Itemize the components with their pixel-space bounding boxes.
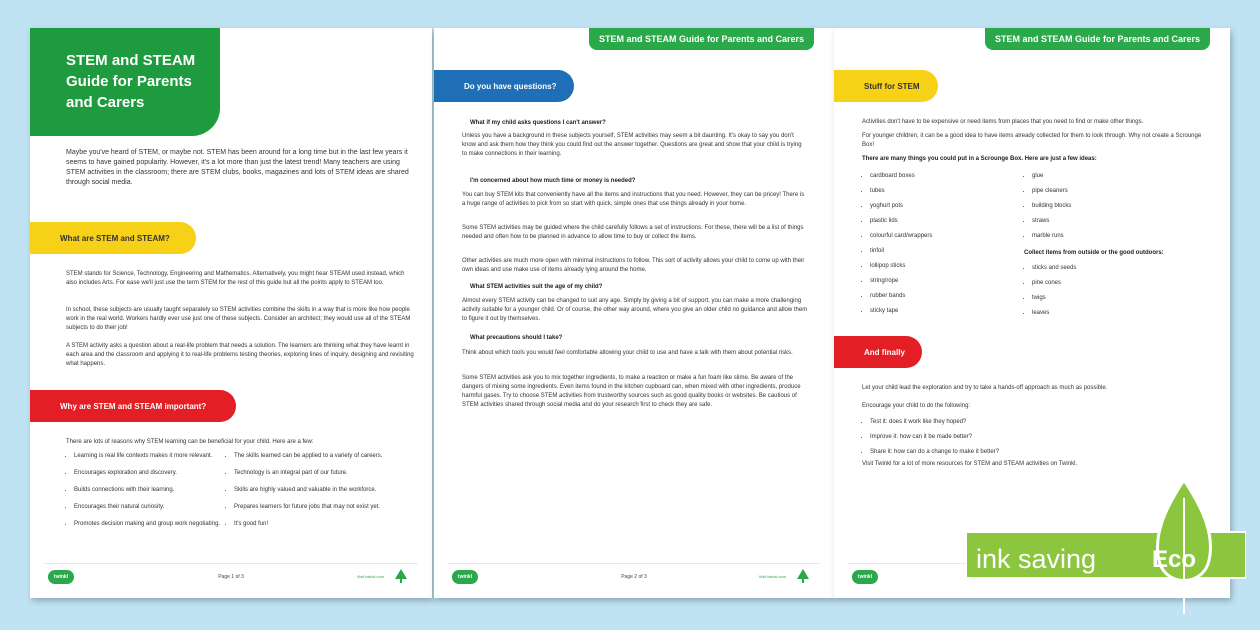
outdoor-heading: Collect items from outside or the good outdoors: xyxy=(1024,250,1164,256)
outdoor-list xyxy=(1024,264,1212,324)
page-footer xyxy=(44,563,418,588)
twinkl-logo: twinkl xyxy=(48,570,74,584)
paragraph: Visit Twinkl for a lot of more resources for STEM and STEAM activities on Twinkl. xyxy=(862,461,1078,467)
paragraph: Let your child lead the exploration and try to take a hands-off approach as much as possible. xyxy=(862,385,1108,391)
twinkl-logo: twinkl xyxy=(452,570,478,584)
scrounge-list-left xyxy=(862,172,1020,322)
section-heading-questions: Do you have questions? xyxy=(434,70,574,102)
reasons-list-right xyxy=(226,452,394,537)
list-item: • Encourages their natural curiosity. xyxy=(74,503,224,511)
section-heading-what: What are STEM and STEAM? xyxy=(30,222,196,254)
list-item: • leaves xyxy=(1032,309,1212,317)
list-item: • sticky tape xyxy=(870,307,1020,315)
list-item: • colourful card/wrappers xyxy=(870,232,1020,240)
scrounge-list-right xyxy=(1024,172,1212,247)
list-item: • Promotes decision making and group work negotiating. xyxy=(74,520,224,528)
list-item: • marble runs xyxy=(1032,232,1212,240)
document-page-1 xyxy=(30,28,432,598)
list-item: • sticks and seeds xyxy=(1032,264,1212,272)
section-heading-finally: And finally xyxy=(834,336,922,368)
list-item: • string/rope xyxy=(870,277,1020,285)
header-bar: STEM and STEAM Guide for Parents and Carers xyxy=(985,28,1210,50)
paragraph: Some STEM activities may be guided where the child carefully follows a set of instructions. For these, there will be a list of things needed and often how to be planned in advance to allow time to buy or collect the items. xyxy=(462,225,804,240)
paragraph: You can buy STEM kits that conveniently have all the items and instructions that you need. However, they can be pricey! There is a huge range of activities to pick from so start with quick, simple ones that use things already in your home. xyxy=(462,192,805,207)
list-item: • tinfoil xyxy=(870,247,1020,255)
list-item: • pine cones xyxy=(1032,279,1212,287)
tree-badge-icon xyxy=(392,568,410,586)
paragraph: There are many things you could put in a Scrounge Box. Here are just a few ideas: xyxy=(862,156,1097,162)
list-item: • glue xyxy=(1032,172,1212,180)
list-item: • cardboard boxes xyxy=(870,172,1020,180)
list-item: • Improve it: how can it be made better? xyxy=(870,433,1170,441)
paragraph: STEM stands for Science, Technology, Engineering and Mathematics. Alternatively, you might hear STEAM used instead, which also includes Arts. For ease we'll just use the term STEM for the rest of this guide but all the points apply to STEAM too. xyxy=(66,271,405,286)
list-item: • lollipop sticks xyxy=(870,262,1020,270)
reasons-list-left xyxy=(66,452,224,537)
list-item: • Share it: how can do a change to make it better? xyxy=(870,448,1170,456)
list-item: • twigs xyxy=(1032,294,1212,302)
list-item: • Encourages exploration and discovery. xyxy=(74,469,224,477)
question: What precautions should I take? xyxy=(470,335,563,341)
section-heading-why: Why are STEM and STEAM important? xyxy=(30,390,236,422)
paragraph: For younger children, it can be a good idea to have items already collected for them to look through. Why not create a Scrounge Box! xyxy=(862,133,1202,148)
page-number: Page 2 of 3 xyxy=(621,574,647,580)
section-heading-stuff: Stuff for STEM xyxy=(834,70,938,102)
intro-paragraph: Maybe you've heard of STEM, or maybe not. STEM has been around for a long time but in the last few years it seems to have gained popularity. However, it's a lot more than just the latest trend! Many teachers are using STEM activities in the classroom; there are STEM clubs, books, magazines and lots of STEM ideas are shared through social media. xyxy=(66,149,409,186)
question: What STEM activities suit the age of my child? xyxy=(470,284,603,290)
list-item: • Skills are highly valued and valuable in the workforce. xyxy=(234,486,394,494)
ink-saving-eco-badge xyxy=(966,480,1246,614)
list-item: • Learning is real life contexts makes it more relevant. xyxy=(74,452,224,460)
list-item: • tubes xyxy=(870,187,1020,195)
paragraph: In school, these subjects are usually taught separately so STEM activities combine the skills in a way that is more like how people work in the real world. Workers hardly ever use just one of these subjects. Consider an architect; they would use all of the STEAM subjects to do their job! xyxy=(66,307,411,331)
list-item: • rubber bands xyxy=(870,292,1020,300)
page-title: STEM and STEAM Guide for Parents and Carers xyxy=(30,28,220,136)
visit-link[interactable]: Visit twinkl.com xyxy=(356,574,384,579)
page-footer xyxy=(448,563,820,588)
list-item: • The skills learned can be applied to a variety of careers. xyxy=(234,452,394,460)
header-bar: STEM and STEAM Guide for Parents and Carers xyxy=(589,28,814,50)
paragraph: Encourage your child to do the following: xyxy=(862,403,971,409)
eco-label: Eco xyxy=(1152,546,1197,573)
visit-link[interactable]: Visit twinkl.com xyxy=(758,574,786,579)
paragraph: Other activities are much more open with minimal instructions to follow. This sort of activity allows your child to come up with their own ideas and use make use of items already lying around the home. xyxy=(462,258,805,273)
twinkl-logo: twinkl xyxy=(852,570,878,584)
paragraph: Almost every STEM activity can be changed to suit any age. Simply by giving a bit of support, you can make a more challenging activity suitable for a younger child. Or of course, the other way around, where you give an older child no guidance and allow them to figure it out by themselves. xyxy=(462,298,808,322)
list-item: • building blocks xyxy=(1032,202,1212,210)
paragraph: A STEM activity asks a question about a real-life problem that needs a solution. The learners are thinking what they have learnt in each area and the classroom and applying it to real-life problems testing theories, exploring lines of inquiry, designing and revisiting what happens. xyxy=(66,343,414,367)
question: I'm concerned about how much time or money is needed? xyxy=(470,178,636,184)
list-item: • Technology is an integral part of our future. xyxy=(234,469,394,477)
list-item: • Prepares learners for future jobs that may not exist yet. xyxy=(234,503,394,511)
paragraph: Some STEM activities ask you to mix together ingredients, to make a reaction or make a fun foam like slime. Be aware of the dangers of mixing some ingredients. Even items found in the kitchen cupboard can, when mixed with other ingredients, produce harmful gases. Try to choose STEM activities from trustworthy sources such as good quality books or websites. Be cautious of STEM activities shared through social media and do your research first to check they are safe. xyxy=(462,375,801,408)
list-item: • pipe cleaners xyxy=(1032,187,1212,195)
document-page-2 xyxy=(434,28,834,598)
list-item: • Test it: does it work like they hoped? xyxy=(870,418,1170,426)
question: What if my child asks questions I can't answer? xyxy=(470,120,606,126)
list-item: • yoghurt pots xyxy=(870,202,1020,210)
final-list xyxy=(862,418,1170,463)
tree-badge-icon xyxy=(794,568,812,586)
ink-saving-label: ink saving xyxy=(976,544,1097,574)
paragraph: Think about which tools you would feel comfortable allowing your child to use and have a talk with them about potential risks. xyxy=(462,350,793,356)
paragraph: Unless you have a background in these subjects yourself, STEM activities may seem a bit daunting. It's okay to say you don't know and ask them how they think you could find out the answer together. Questions are great and show that your child is trying to make connections in their learning. xyxy=(462,133,802,157)
list-item: • Builds connections with their learning. xyxy=(74,486,224,494)
list-item: • It's good fun! xyxy=(234,520,394,528)
page-number: Page 1 of 3 xyxy=(218,574,244,580)
paragraph: Activities don't have to be expensive or need items from places that you need to find or make other things. xyxy=(862,119,1144,125)
list-item: • straws xyxy=(1032,217,1212,225)
list-item: • plastic lids xyxy=(870,217,1020,225)
paragraph: There are lots of reasons why STEM learning can be beneficial for your child. Here are a few: xyxy=(66,439,314,445)
